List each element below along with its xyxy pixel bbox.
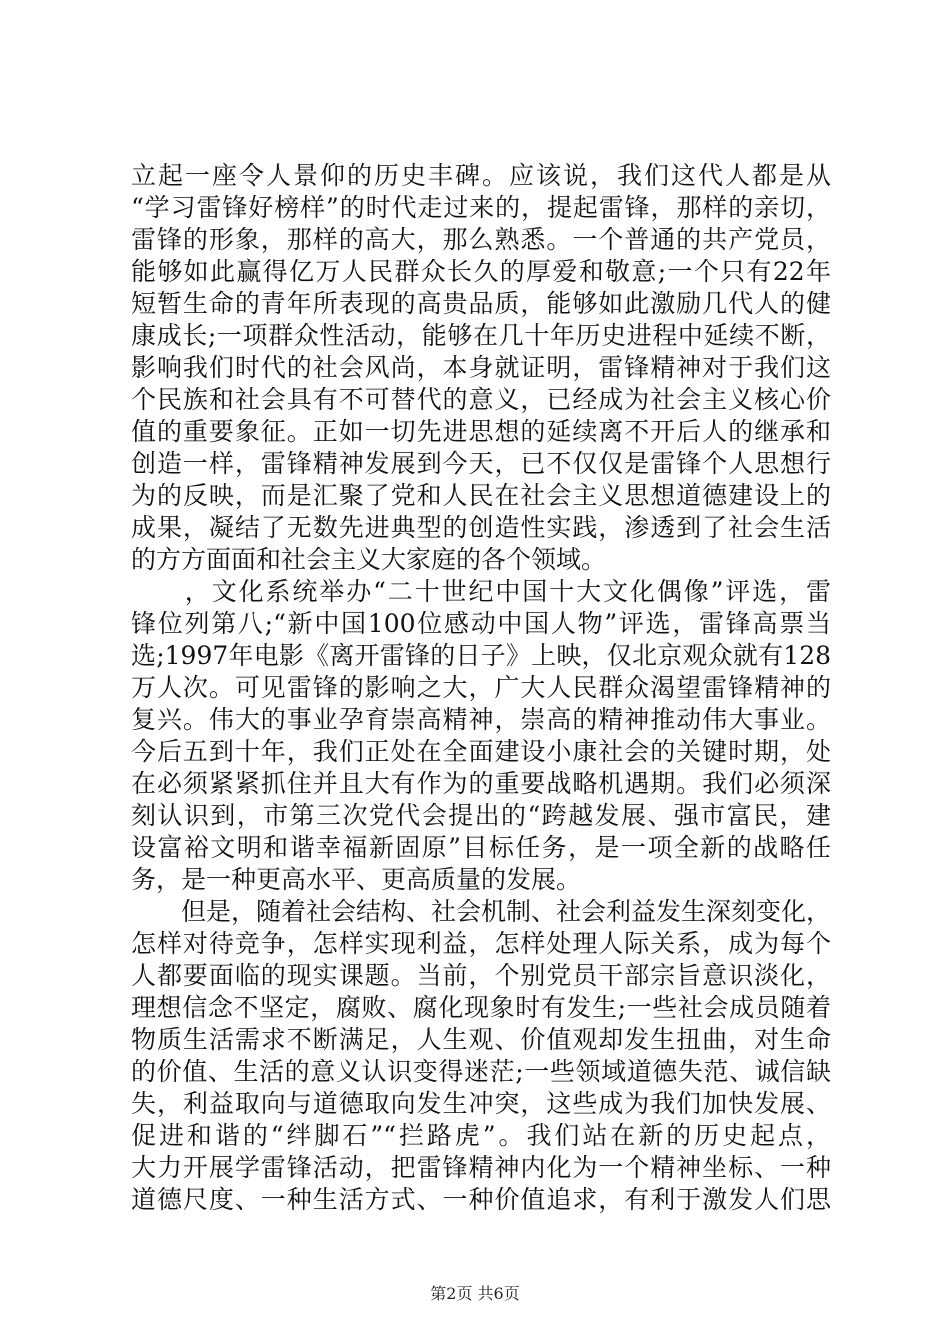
text-line: 创造一样，雷锋精神发展到今天，已不仅仅是雷锋个人思想行 <box>131 449 831 478</box>
paragraph-2 <box>131 576 831 896</box>
text-line: 短暂生命的青年所表现的高贵品质，能够如此激励几代人的健 <box>131 289 831 318</box>
text-line: 但是，随着社会结构、社会机制、社会利益发生深刻变化， <box>131 897 831 926</box>
page-number: 第2页 共6页 <box>430 1284 520 1303</box>
text-line: 为的反映，而是汇聚了党和人民在社会主义思想道德建设上的 <box>131 481 831 510</box>
text-line: 能够如此赢得亿万人民群众长久的厚爱和敬意;一个只有22年 <box>131 257 831 286</box>
text-line: “学习雷锋好榜样”的时代走过来的，提起雷锋，那样的亲切， <box>131 193 831 222</box>
text-line: 怎样对待竞争，怎样实现利益，怎样处理人际关系，成为每个 <box>131 929 831 958</box>
text-line: 失，利益取向与道德取向发生冲突，这些成为我们加快发展、 <box>131 1089 831 1118</box>
paragraph-1 <box>131 160 831 576</box>
text-line: 理想信念不坚定，腐败、腐化现象时有发生;一些社会成员随着 <box>131 993 831 1022</box>
text-line: 的方方面面和社会主义大家庭的各个领域。 <box>131 545 607 574</box>
text-line: 个民族和社会具有不可替代的意义，已经成为社会主义核心价 <box>131 385 831 414</box>
text-line: 道德尺度、一种生活方式、一种价值追求，有利于激发人们思 <box>131 1185 831 1214</box>
text-line: 在必须紧紧抓住并且大有作为的重要战略机遇期。我们必须深 <box>131 769 831 798</box>
body-text <box>131 160 831 1216</box>
text-line: 值的重要象征。正如一切先进思想的延续离不开后人的继承和 <box>131 417 831 446</box>
text-line: 人都要面临的现实课题。当前，个别党员干部宗旨意识淡化， <box>131 961 831 990</box>
text-line: 成果，凝结了无数先进典型的创造性实践，渗透到了社会生活 <box>131 513 831 542</box>
text-line: 复兴。伟大的事业孕育崇高精神，崇高的精神推动伟大事业。 <box>131 705 831 734</box>
text-line: 的价值、生活的意义认识变得迷茫;一些领域道德失范、诚信缺 <box>131 1057 831 1086</box>
text-line: 万人次。可见雷锋的影响之大，广大人民群众渴望雷锋精神的 <box>131 673 831 702</box>
text-line: 务，是一种更高水平、更高质量的发展。 <box>131 865 582 894</box>
text-line: ，文化系统举办“二十世纪中国十大文化偶像”评选，雷 <box>131 577 831 606</box>
text-line: 影响我们时代的社会风尚，本身就证明，雷锋精神对于我们这 <box>131 353 831 382</box>
text-line: 立起一座令人景仰的历史丰碑。应该说，我们这代人都是从 <box>131 161 831 190</box>
text-line: 锋位列第八;“新中国100位感动中国人物”评选，雷锋高票当 <box>131 609 831 638</box>
text-line: 康成长;一项群众性活动，能够在几十年历史进程中延续不断， <box>131 321 831 350</box>
text-line: 刻认识到，市第三次党代会提出的“跨越发展、强市富民，建 <box>131 801 831 830</box>
text-line: 大力开展学雷锋活动，把雷锋精神内化为一个精神坐标、一种 <box>131 1153 831 1182</box>
text-line: 物质生活需求不断满足，人生观、价值观却发生扭曲，对生命 <box>131 1025 831 1054</box>
paragraph-3 <box>131 896 831 1216</box>
text-line: 雷锋的形象，那样的高大，那么熟悉。一个普通的共产党员， <box>131 225 831 254</box>
text-line: 今后五到十年，我们正处在全面建设小康社会的关键时期，处 <box>131 737 831 766</box>
text-line: 选;1997年电影《离开雷锋的日子》上映，仅北京观众就有128 <box>131 641 831 670</box>
text-line: 设富裕文明和谐幸福新固原”目标任务，是一项全新的战略任 <box>131 833 831 862</box>
text-line: 促进和谐的“绊脚石”“拦路虎”。我们站在新的历史起点， <box>131 1121 831 1150</box>
